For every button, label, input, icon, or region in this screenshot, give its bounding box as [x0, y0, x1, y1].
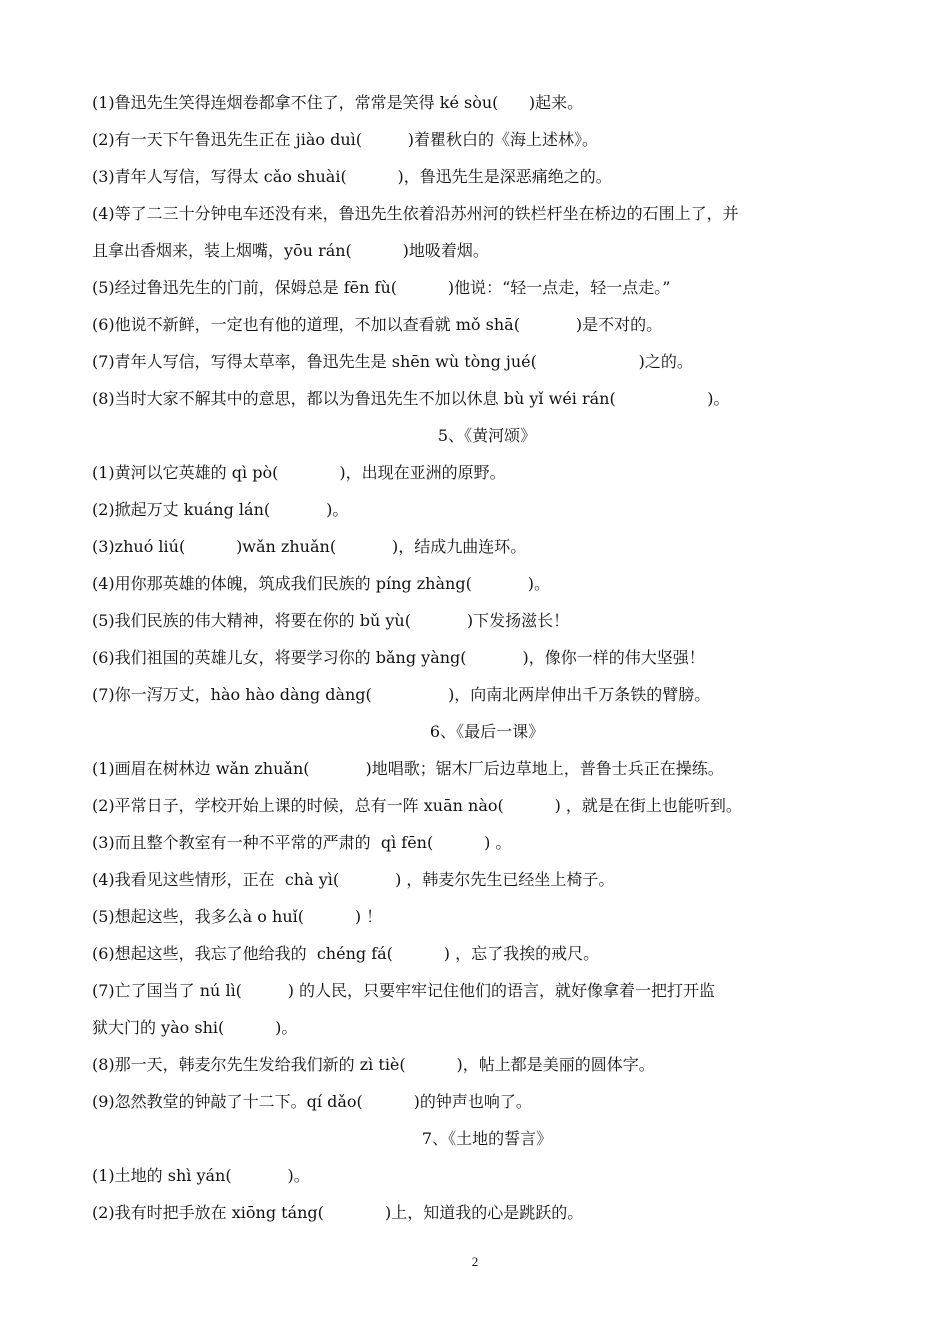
question-line: (7)你一泻万丈，hào hào dàng dàng( )，向南北两岸伸出千万条铁的臂膀。: [92, 685, 711, 704]
question-line: (7)亡了国当了 nú lì( ) 的人民，只要牢牢记住他们的语言，就好像拿着一把打开监: [92, 981, 716, 1000]
question-line: (6)我们祖国的英雄儿女，将要学习你的 bǎng yàng( )，像你一样的伟大坚强！: [92, 648, 705, 667]
question-line: (3)青年人写信，写得太 cǎo shuài( )，鲁迅先生是深恶痛绝之的。: [92, 167, 612, 186]
question-line: (1)画眉在树林边 wǎn zhuǎn( )地唱歌；锯木厂后边草地上，普鲁士兵正在操练。: [92, 759, 724, 778]
question-line: (6)他说不新鲜，一定也有他的道理，不加以查看就 mǒ shā( )是不对的。: [92, 315, 663, 334]
question-line: (2)掀起万丈 kuáng lán( )。: [92, 500, 349, 519]
question-line: (5)想起这些，我多么à o huǐ( ) ！: [92, 907, 383, 926]
question-line: (4)用你那英雄的体魄，筑成我们民族的 píng zhàng( )。: [92, 574, 550, 593]
section-zuihou-yike: [92, 713, 882, 1120]
question-line: 且拿出香烟来，装上烟嘴，yōu rán( )地吸着烟。: [92, 241, 489, 260]
section-heading: 6、《最后一课》: [429, 722, 545, 741]
question-line: (5)经过鲁迅先生的门前，保姆总是 fēn fù( )他说：“轻一点走，轻一点走。”: [92, 278, 671, 297]
question-line: (7)青年人写信，写得太草率，鲁迅先生是 shēn wù tòng jué( )之的。: [92, 352, 693, 371]
section-continuation: [92, 84, 882, 417]
question-line: (8)当时大家不解其中的意思，都以为鲁迅先生不加以休息 bù yǐ wéi rán( )。: [92, 389, 730, 408]
page-number: 2: [471, 1254, 479, 1269]
section-heading: 5、《黄河颂》: [437, 426, 537, 445]
question-line: (1)鲁迅先生笑得连烟卷都拿不住了，常常是笑得 ké sòu( )起来。: [92, 93, 584, 112]
question-line: (2)有一天下午鲁迅先生正在 jiào duì( )着瞿秋白的《海上述林》。: [92, 130, 599, 149]
worksheet-content: [92, 84, 882, 1231]
section-huanghe-song: [92, 417, 882, 713]
question-line: (8)那一天，韩麦尔先生发给我们新的 zì tiè( )，帖上都是美丽的圆体字。: [92, 1055, 655, 1074]
question-line: 狱大门的 yào shi( )。: [92, 1018, 298, 1037]
section-tudi-de-shiyan: [92, 1120, 882, 1231]
question-line: (5)我们民族的伟大精神，将要在你的 bǔ yù( )下发扬滋长！: [92, 611, 570, 630]
question-line: (6)想起这些，我忘了他给我的 chéng fá( ) ，忘了我挨的戒尺。: [92, 944, 600, 963]
section-heading: 7、《土地的誓言》: [421, 1129, 553, 1148]
question-line: (3)而且整个教室有一种不平常的严肃的 qì fēn( ) 。: [92, 833, 512, 852]
question-line: (1)黄河以它英雄的 qì pò( )，出现在亚洲的原野。: [92, 463, 506, 482]
question-line: (1)土地的 shì yán( )。: [92, 1166, 310, 1185]
question-line: (9)忽然教堂的钟敲了十二下。qí dǎo( )的钟声也响了。: [92, 1092, 532, 1111]
question-line: (2)我有时把手放在 xiōng táng( )上，知道我的心是跳跃的。: [92, 1203, 584, 1222]
question-line: (3)zhuó liú( )wǎn zhuǎn( )，结成九曲连环。: [92, 537, 527, 556]
question-line: (4)我看见这些情形，正在 chà yì( ) ，韩麦尔先生已经坐上椅子。: [92, 870, 615, 889]
question-line: (4)等了二三十分钟电车还没有来，鲁迅先生依着沿苏州河的铁栏杆坐在桥边的石围上了，并: [92, 204, 739, 223]
question-line: (2)平常日子，学校开始上课的时候，总有一阵 xuān nào( ) ，就是在街上也能听到。: [92, 796, 742, 815]
